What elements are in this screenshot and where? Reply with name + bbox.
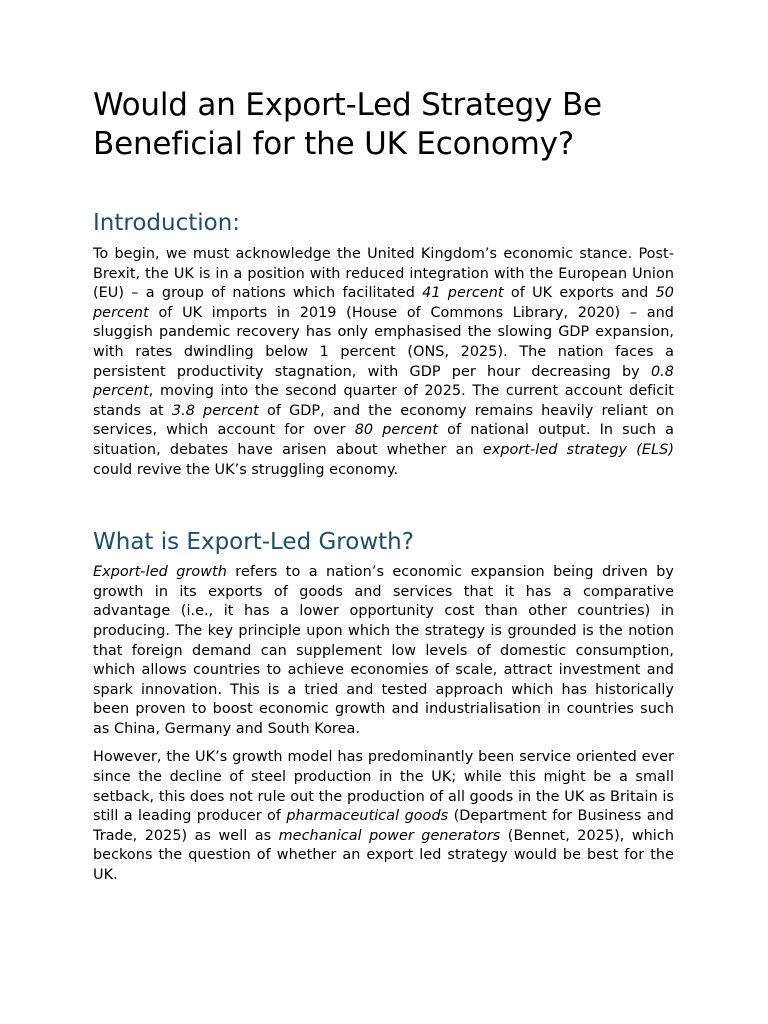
text-run: To begin, we must acknowledge the United Kingdom’s economic stance. Post-Brexit, the UK is in a position with reduced integration with the European Union (EU) – a group of nations which facilitated — [93, 246, 674, 302]
body-paragraph — [93, 245, 674, 480]
document-title: Would an Export-Led Strategy Be Beneficial for the UK Economy? — [93, 87, 602, 162]
body-paragraph — [93, 748, 674, 885]
emphasis-text: 50 percent — [93, 285, 674, 321]
body-paragraph — [93, 563, 674, 739]
text-run: refers to a nation’s economic expansion being driven by growth in its exports of goods and services that it has a comparative advantage (i.e., it has a lower opportunity cost than other countries) in producing. The key principle upon which the strategy is grounded is the notion that foreign demand can supplement low levels of domestic consumption, which allows countries to achieve economies of scale, attract investment and spark innovation. This is a tried and tested approach which has historically been proven to boost economic growth and industrialisation in countries such as China, Germany and South Korea. — [93, 564, 674, 737]
document-page — [93, 86, 674, 895]
text-run: could revive the UK’s struggling economy. — [93, 461, 399, 478]
section-heading-export-led-growth: What is Export-Led Growth? — [93, 529, 414, 556]
text-run: of national output. In such a situation, debates have arisen about whether an — [93, 422, 674, 458]
emphasis-text: pharmaceutical goods — [286, 808, 449, 825]
emphasis-text: 80 percent — [354, 422, 439, 439]
text-run: (Bennet, 2025), which beckons the question of whether an export led strategy would be best for the UK. — [93, 827, 674, 884]
text-run: of GDP, and the economy remains heavily reliant on services, which account for over — [93, 402, 674, 439]
emphasis-text: 3.8 percent — [171, 402, 259, 419]
emphasis-text: export-led strategy (ELS) — [482, 441, 674, 458]
emphasis-text: 41 percent — [422, 285, 504, 302]
emphasis-text: Export-led growth — [93, 564, 227, 581]
text-run: (Department for Business and Trade, 2025) as well as — [93, 808, 674, 844]
text-run: of UK exports and — [503, 285, 656, 302]
emphasis-text: 0.8 percent — [93, 363, 674, 400]
emphasis-text: mechanical power generators — [278, 827, 501, 844]
text-run: of UK imports in 2019 (House of Commons Library, 2020) – and sluggish pandemic recovery has only emphasised the slowing GDP expansion, with rates dwindling below 1 percent (ONS, 2025). The nation faces a persistent productivity stagnation, with GDP per hour decreasing by — [93, 304, 674, 380]
text-run: However, the UK’s growth model has predominantly been service oriented ever since the decline of steel production in the UK; while this might be a small setback, this does not rule out the production of all goods in the UK as Britain is still a leading producer of — [93, 749, 674, 825]
text-run: , moving into the second quarter of 2025. The current account deficit stands at — [93, 383, 674, 419]
section-heading-introduction: Introduction: — [93, 210, 241, 236]
